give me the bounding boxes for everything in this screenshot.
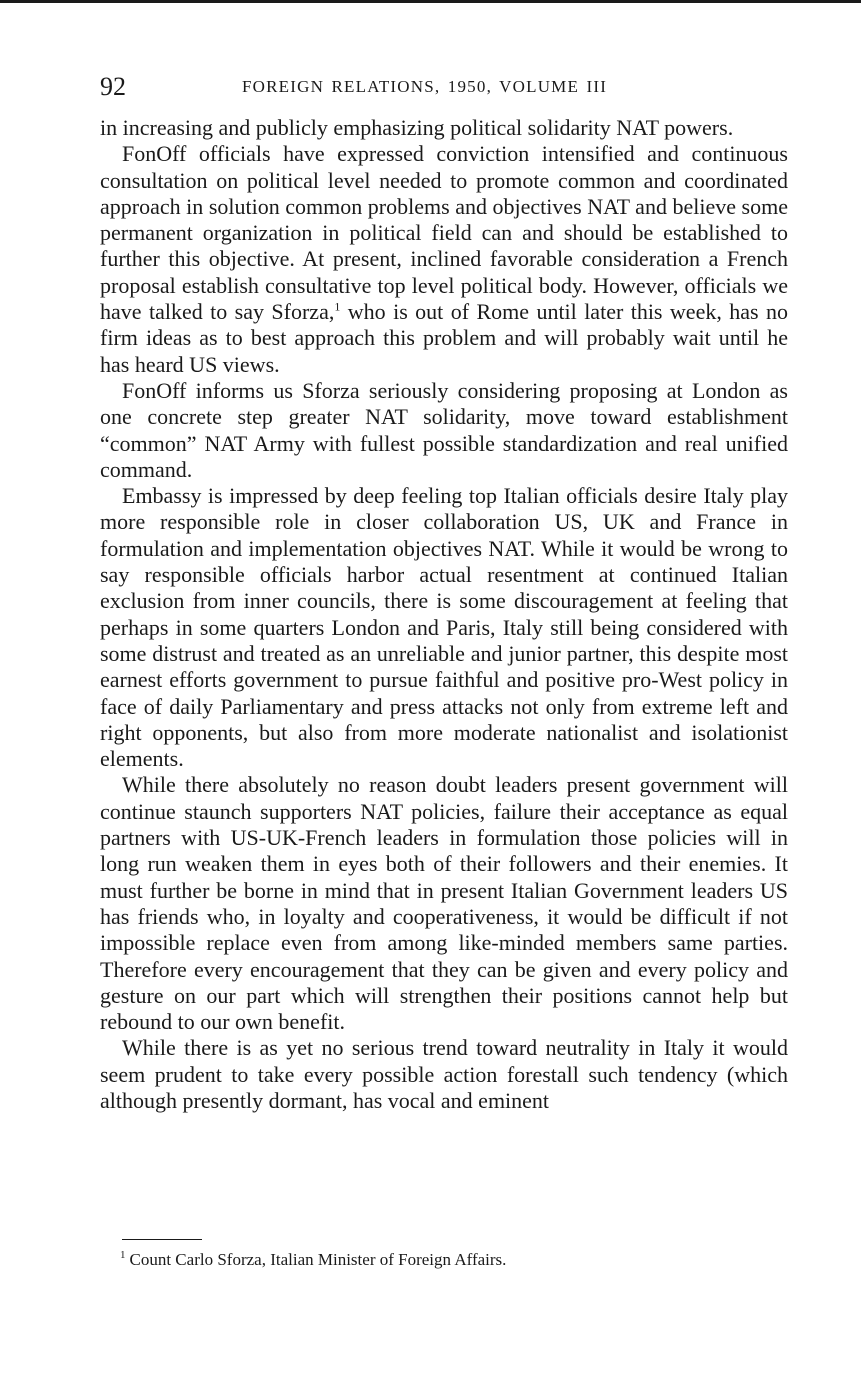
paragraph-text: Embassy is impressed by deep feeling top Italian officials desire Italy play more responsible role in closer collaboration US, UK and France in formulation and implementation objectives NAT. While it would be wrong to say responsible officials harbor actual resentment at continued Italian exclusion from inner councils, there is some discouragement at feeling that perhaps in some quarters London and Paris, Italy still being considered with some distrust and treated as an unreliable and junior partner, this despite most earnest efforts government to pursue faithful and positive pro-West policy in face of daily Parliamentary and press attacks not only from extreme left and right opponents, but also from more moderate nationalist and isolationist elements. xyxy=(100,483,788,772)
paragraph-text: FonOff informs us Sforza seriously considering proposing at London as one concrete step greater NAT solidarity, move toward establishment “common” NAT Army with fullest possible standardization and real unified command. xyxy=(100,377,788,482)
paragraph-common-nat-army xyxy=(100,378,788,483)
footnote-number: 1 xyxy=(120,1249,126,1262)
top-edge-rule xyxy=(0,0,861,3)
footnote xyxy=(120,1248,788,1272)
paragraph-fonoff-consultation xyxy=(100,141,788,378)
footnote-divider xyxy=(122,1239,202,1240)
footnote-reference[interactable]: 1 xyxy=(334,299,341,314)
paragraph-text: FonOff officials have expressed conviction intensified and continuous consultation on political level needed to promote common and coordinated approach in solution common problems and objectives NAT and believe some permanent organization in political field can and should be established to further this objective. At present, inclined favorable consideration a French proposal establish consultative top level political body. However, officials we have talked to say Sforza, xyxy=(100,141,788,325)
paragraph-equal-partners xyxy=(100,772,788,1035)
paragraph-text: While there absolutely no reason doubt leaders present government will continue staunch supporters NAT policies, failure their acceptance as equal partners with US-UK-French leaders in formulation those policies will in long run weaken them in eyes both of their followers and their enemies. It must further be borne in mind that in present Italian Government leaders US has friends who, in loyalty and cooperativeness, it would be difficult if not impossible replace even from among like-minded members same parties. Therefore every encouragement that they can be given and every policy and gesture on our part which will strengthen their positions cannot help but rebound to our own benefit. xyxy=(100,772,788,1035)
paragraph-text: While there is as yet no serious trend toward neutrality in Italy it would seem prudent to take every possible action forestall such tendency (which although presently dormant, has vocal and eminent xyxy=(100,1035,788,1113)
page-header xyxy=(100,70,788,104)
paragraph-neutrality-trend xyxy=(100,1035,788,1114)
paragraph-text-continued: who is out of Rome until later this week, has no firm ideas as to best approach this problem and will probably wait until he has heard US views. xyxy=(100,299,789,377)
paragraph-continuation xyxy=(100,115,788,141)
body-text xyxy=(100,115,788,1114)
footnote-text: Count Carlo Sforza, Italian Minister of Foreign Affairs. xyxy=(129,1250,507,1269)
paragraph-embassy-impressed xyxy=(100,483,788,772)
paragraph-text: in increasing and publicly emphasizing political solidarity NAT powers. xyxy=(100,115,734,140)
running-head: FOREIGN RELATIONS, 1950, VOLUME III xyxy=(242,77,608,96)
page-number: 92 xyxy=(100,72,126,101)
